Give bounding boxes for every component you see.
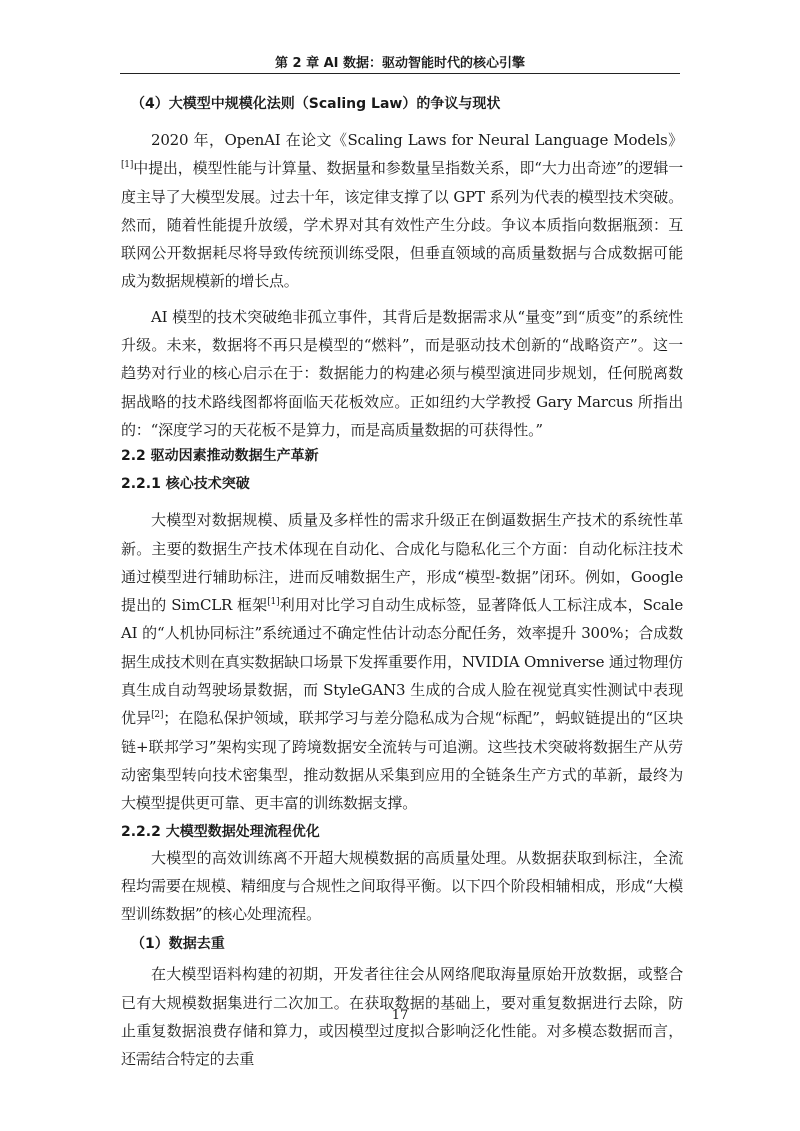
paragraph: 大模型的高效训练离不开超大规模数据的高质量处理。从数据获取到标注，全流程均需要在规模、精细度与合规性之间取得平衡。以下四个阶段相辅相成，形成“大模型训练数据”的核心处理流程。: [121, 848, 683, 924]
running-header: 第 2 章 AI 数据：驱动智能时代的核心引擎: [274, 56, 526, 71]
page-content: [121, 94, 683, 1074]
citation: [1]: [121, 160, 134, 171]
section-heading-2-2-1: 2.2.1 核心技术突破: [121, 476, 250, 493]
subheading-dedup: （1）数据去重: [131, 936, 225, 953]
paragraph-text: 中提出，模型性能与计算量、数据量和参数量呈指数关系，即“大力出奇迹”的逻辑一度主导了大模型发展。过去十年，该定律支撑了以 GPT 系列为代表的模型技术突破。然而，随着性能提升放缓，学术界对其有效性产生分歧。争议本质指向数据瓶颈：互联网公开数据耗尽将导致传统预训练受限，但垂直领域的高质量数据与合成数据可能成为数据规模新的增长点。: [121, 159, 683, 291]
section-heading-2-2: 2.2 驱动因素推动数据生产革新: [121, 448, 319, 465]
paragraph: AI 模型的技术突破绝非孤立事件，其背后是数据需求从“量变”到“质变”的系统性升级。未来，数据将不再只是模型的“燃料”，而是驱动技术创新的“战略资产”。这一趋势对行业的核心启示在于：数据能力的构建必须与模型演进同步规划，任何脱离数据战略的技术路线图都将面临天花板效应。正如纽约大学教授 Gary Marcus 所指出的：“深度学习的天花板不是算力，而是高质量数据的可获得性。”: [121, 307, 683, 439]
section-heading-2-2-2: 2.2.2 大模型数据处理流程优化: [121, 823, 320, 840]
paragraph-text: 利用对比学习自动生成标签，显著降低人工标注成本，Scale AI 的“人机协同标注”系统通过不确定性估计动态分配任务，效率提升 300%；合成数据生成技术则在真实数据缺口场景下发挥重要作用，NVIDIA Omniverse 通过物理仿真生成自动驾驶场景数据，而 StyleGAN3 生成的合成人脸在视觉真实性测试中表现优异: [121, 596, 684, 728]
paragraph-text: ；在隐私保护领域，联邦学习与差分隐私成为合规“标配”，蚂蚁链提出的“区块链+联邦学习”架构实现了跨境数据安全流转与可追溯。这些技术突破将数据生产从劳动密集型转向技术密集型，推动数据从采集到应用的全链条生产方式的革新，最终为大模型提供更可靠、更丰富的训练数据支撑。: [121, 709, 684, 813]
citation: [2]: [151, 710, 164, 721]
paragraph-text: 大模型对数据规模、质量及多样性的需求升级正在倒逼数据生产技术的系统性革新。主要的数据生产技术体现在自动化、合成化与隐私化三个方面：自动化标注技术通过模型进行辅助标注，进而反哺数据生产，形成“模型-数据”闭环。例如，Google 提出的 SimCLR 框架: [121, 511, 683, 615]
section-heading-scaling-law: （4）大模型中规模化法则（Scaling Law）的争议与现状: [131, 96, 501, 112]
paragraph: [121, 506, 683, 817]
paragraph-text: 2020 年，OpenAI 在论文《Scaling Laws for Neural Language Models》: [151, 131, 683, 149]
paragraph: 在大模型语料构建的初期，开发者往往会从网络爬取海量原始开放数据，或整合已有大规模数据集进行二次加工。在获取数据的基础上，要对重复数据进行去除，防止重复数据浪费存储和算力，或因模型过度拟合影响泛化性能。对多模态数据而言，还需结合特定的去重: [121, 965, 683, 1069]
paragraph: [121, 126, 683, 296]
page-number: 17: [391, 1008, 409, 1023]
citation: [1]: [267, 597, 280, 608]
header-rule: [120, 73, 680, 74]
